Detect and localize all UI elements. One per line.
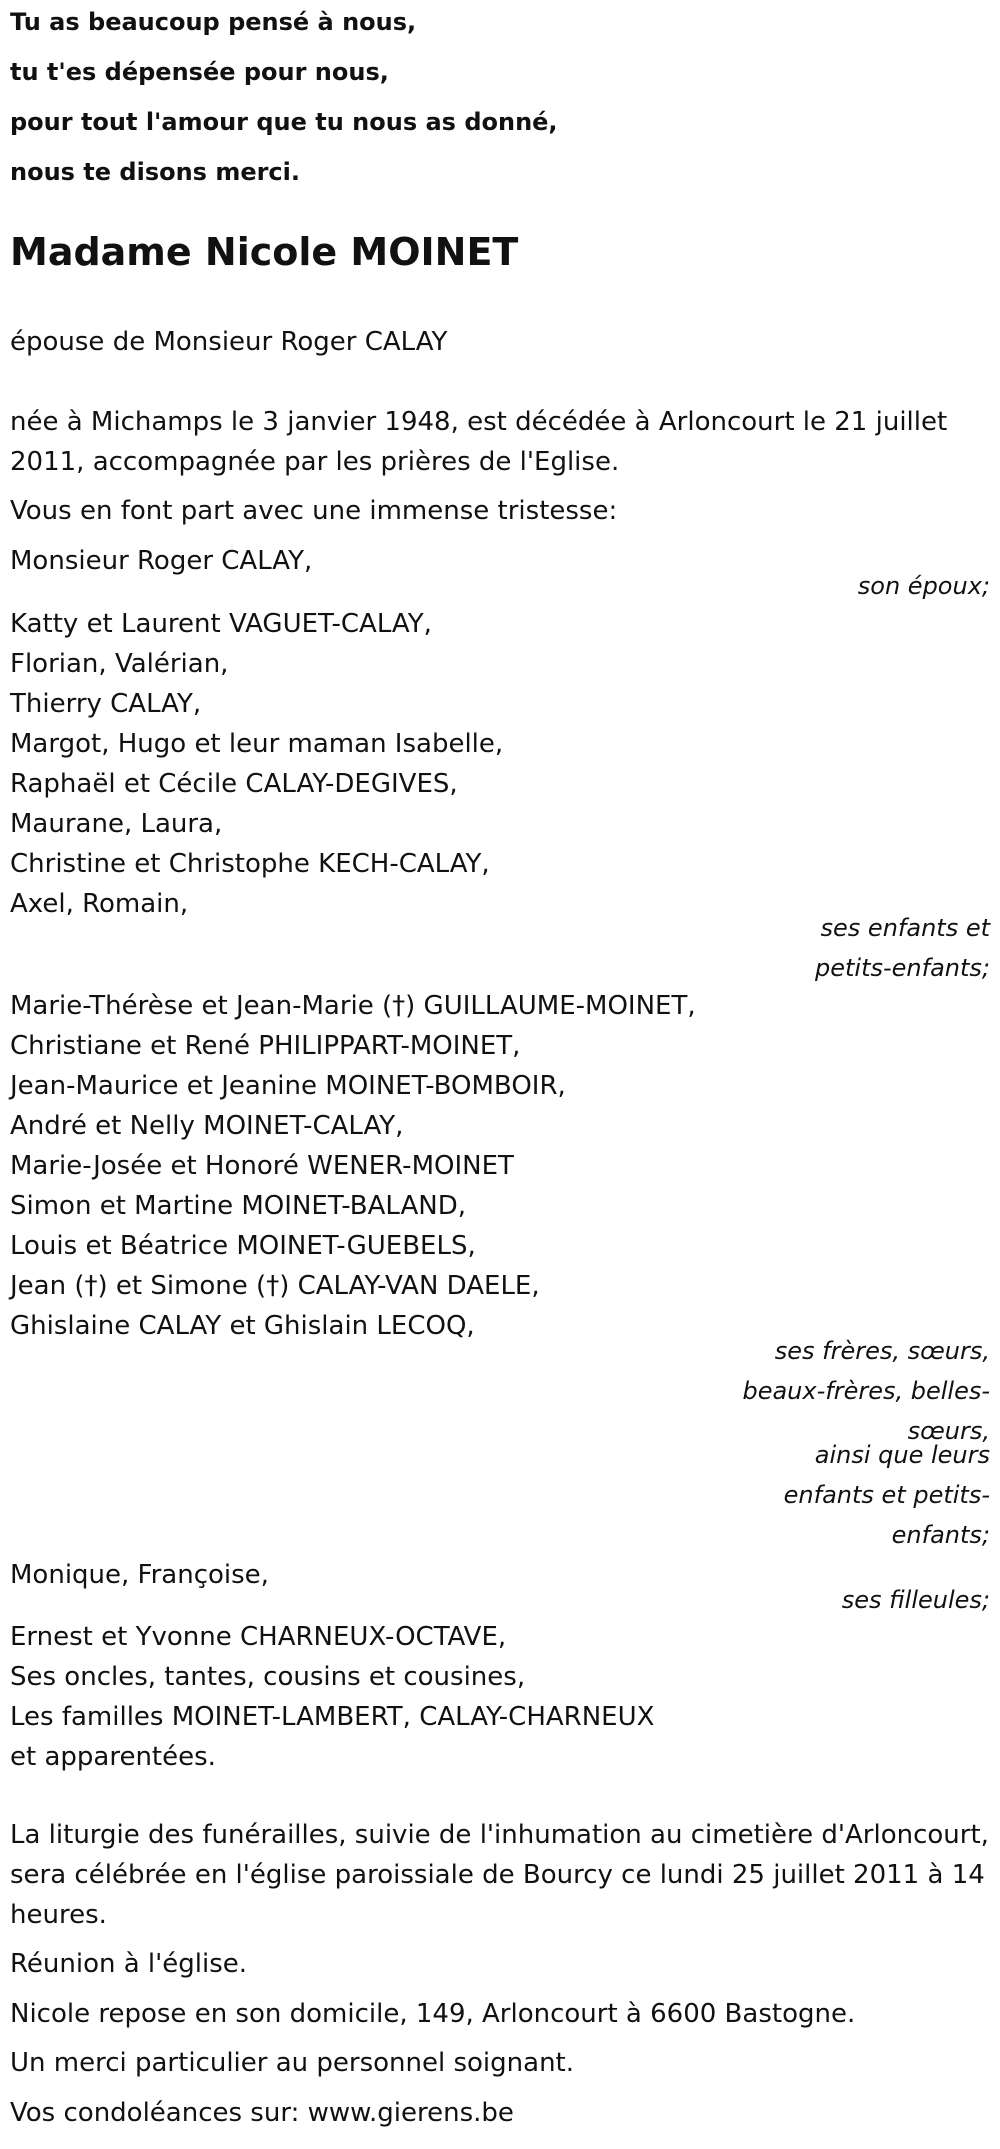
family-name: Florian, Valérian, [10, 649, 229, 679]
family-name: André et Nelly MOINET-CALAY, [10, 1111, 404, 1141]
relation-line: sœurs, [907, 1417, 990, 1445]
relation-line: ses enfants et [820, 914, 990, 942]
relation-line: petits-enfants; [815, 954, 990, 982]
family-name: Ghislaine CALAY et Ghislain LECOQ, [10, 1311, 475, 1341]
family-name: Marie-Thérèse et Jean-Marie (†) GUILLAUME-MOINET, [10, 991, 696, 1021]
birth-death-text: née à Michamps le 3 janvier 1948, est décédée à Arloncourt le 21 juillet 2011, accompagnée par les prières de l'Eglise. [10, 407, 948, 477]
family-name: et apparentées. [10, 1742, 216, 1772]
relation-label [784, 1435, 990, 1555]
relation-line: ainsi que leurs [814, 1441, 990, 1469]
family-name: Margot, Hugo et leur maman Isabelle, [10, 729, 504, 759]
spouse-line: épouse de Monsieur Roger CALAY [10, 327, 448, 357]
relation-label [858, 566, 990, 606]
poem-line-1: Tu as beaucoup pensé à nous, [10, 8, 417, 36]
family-name: Christine et Christophe KECH-CALAY, [10, 849, 490, 879]
family-name: Louis et Béatrice MOINET-GUEBELS, [10, 1231, 476, 1261]
family-name: Maurane, Laura, [10, 809, 223, 839]
meeting-text: Réunion à l'église. [10, 1949, 248, 1979]
family-name: Monique, Françoise, [10, 1560, 269, 1590]
family-name: Simon et Martine MOINET-BALAND, [10, 1191, 466, 1221]
family-name: Les familles MOINET-LAMBERT, CALAY-CHARNEUX [10, 1702, 655, 1732]
rest-text: Nicole repose en son domicile, 149, Arloncourt à 6600 Bastogne. [10, 1999, 856, 2029]
poem-line-4: nous te disons merci. [10, 158, 301, 186]
family-name: Monsieur Roger CALAY, [10, 546, 313, 576]
family-name: Christiane et René PHILIPPART-MOINET, [10, 1031, 521, 1061]
family-name: Jean-Maurice et Jeanine MOINET-BOMBOIR, [10, 1071, 566, 1101]
family-name: Ernest et Yvonne CHARNEUX-OCTAVE, [10, 1622, 507, 1652]
relation-label [842, 1580, 990, 1620]
relation-label [742, 1331, 990, 1451]
funeral-text: La liturgie des funérailles, suivie de l'inhumation au cimetière d'Arloncourt, sera célébrée en l'église paroissiale de Bourcy ce lundi 25 juillet 2011 à 14 heures. [10, 1820, 989, 1930]
family-name: Jean (†) et Simone (†) CALAY-VAN DAELE, [10, 1271, 540, 1301]
relation-line: son époux; [857, 572, 990, 600]
family-group-others [10, 1617, 995, 1777]
family-name: Raphaël et Cécile CALAY-DEGIVES, [10, 769, 458, 799]
announce-text: Vous en font part avec une immense tristesse: [10, 496, 618, 526]
family-name: Thierry CALAY, [10, 689, 202, 719]
poem-line-2: tu t'es dépensée pour nous, [10, 58, 389, 86]
family-group-children [10, 604, 995, 924]
deceased-name: Madame Nicole MOINET [10, 230, 519, 274]
poem-line-3: pour tout l'amour que tu nous as donné, [10, 108, 558, 136]
relation-label [815, 908, 990, 988]
relation-line: enfants et petits- [783, 1481, 990, 1509]
condolences-text: Vos condoléances sur: www.gierens.be [10, 2098, 514, 2128]
family-name: Marie-Josée et Honoré WENER-MOINET [10, 1151, 514, 1181]
thanks-text: Un merci particulier au personnel soignant. [10, 2048, 575, 2078]
family-group-siblings [10, 986, 995, 1346]
relation-line: ses frères, sœurs, [774, 1337, 990, 1365]
family-name: Axel, Romain, [10, 889, 189, 919]
family-name: Katty et Laurent VAGUET-CALAY, [10, 609, 432, 639]
family-name: Ses oncles, tantes, cousins et cousines, [10, 1662, 526, 1692]
relation-line: enfants; [891, 1521, 990, 1549]
relation-line: beaux-frères, belles- [742, 1377, 990, 1405]
relation-line: ses filleules; [841, 1586, 990, 1614]
